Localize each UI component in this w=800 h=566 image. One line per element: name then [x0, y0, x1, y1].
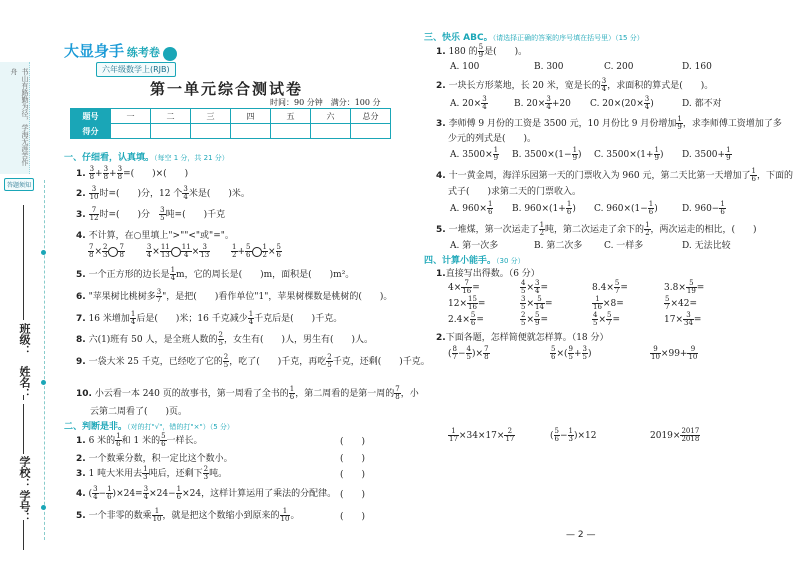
score-cell[interactable] — [191, 124, 231, 139]
judge-2 — [76, 451, 233, 464]
grade-badge: 六年级数学上(RJB) — [96, 62, 176, 77]
class-label: 班级： — [18, 323, 31, 356]
question-text: 一袋大米 25 千克，已经吃了它的 — [88, 357, 223, 367]
question-text: 时=( )分 — [99, 210, 151, 220]
section-3-note: （请选择正确的答案的序号填在括号里）（15 分） — [492, 34, 644, 42]
question-number: 2. — [76, 189, 86, 199]
choice-2: 2. 一块长方形菜地，长 20 米，宽是长的 $\frac{3}{4}$ ，求面积的算式是( )。 — [436, 77, 714, 93]
question-number: 1. — [436, 47, 446, 57]
question-text: ，就是把这个数缩小到原来的 — [162, 511, 280, 521]
calc-item: $\frac{2}{5}$ × $\frac{5}{9}$ = — [521, 311, 549, 327]
question-text: ×24− — [149, 489, 176, 499]
calc-item: $\frac{5}{7}$ ×42= — [665, 295, 698, 311]
question-text: 千克，还剩( )千克。 — [332, 357, 430, 367]
question-text: 式子( )求第二天的门票收入。 — [448, 187, 582, 197]
score-cell[interactable] — [151, 124, 191, 139]
score-header-cell: 五 — [271, 109, 311, 124]
question-4-items: $\frac{7}{8}$ × $\frac{2}{3}$ $\frac{7}{8}$ $\frac{3}{4}$ × $\frac{11}{13}$ $\frac{11}{4}$ × $\frac{3}{13}$ $\frac{1}{2}$ + $\frac{5}{6}$ $\frac{1}{2}$ × $\frac{5}{6}$ — [89, 243, 281, 259]
question-6: 6. "苹果树比桃树多 $\frac{3}{7}$ "，是把( )看作单位"1"，苹果树棵数是桃树的( )。 — [76, 288, 393, 304]
question-number: 5. — [76, 511, 86, 521]
question-text: "，是把( )看作单位"1"，苹果树棵数是桃树的( )。 — [162, 292, 393, 302]
option[interactable]: C. 3500×(1+ $\frac{1}{9}$ ) — [594, 146, 664, 162]
logo-tag: 练考卷 — [126, 46, 160, 59]
question-text: "苹果树比桃树多 — [88, 292, 156, 302]
option-text: B. 20× — [514, 99, 546, 109]
question-number: 5. — [76, 270, 86, 280]
section-4-heading: 四、计算小能手。 — [424, 256, 497, 266]
option[interactable]: A. 960× $\frac{1}{6}$ — [450, 200, 493, 216]
question-text: 后是( )米；16 千克减少 — [136, 314, 248, 324]
option-text: C. 20×(20× — [590, 99, 644, 109]
option[interactable]: C. 960×(1− $\frac{1}{6}$ ) — [594, 200, 658, 216]
question-text: =( )×( ) — [123, 169, 189, 179]
question-text: ，下面的 — [756, 171, 793, 181]
section-1-title — [64, 150, 229, 163]
judge-answer[interactable]: ( ) — [340, 490, 366, 500]
question-number: 4. — [436, 171, 446, 181]
question-10: 10. 小云看一本 240 页的故事书，第一周看了全书的 $\frac{1}{6}$ ，第二周看的是第一周的 $\frac{7}{8}$ ，小 — [76, 385, 419, 401]
option-text: A. 3500× — [450, 150, 493, 160]
sidebar-stripe — [0, 62, 30, 174]
section-1-note: （每空 1 分，共 21 分） — [154, 154, 229, 162]
question-text: m，它的周长是( )m，面积是( )m²。 — [176, 270, 355, 280]
section-2-title — [64, 419, 234, 432]
section-1-heading: 一、仔细看，认真填。 — [64, 153, 155, 163]
question-number: 10. — [76, 389, 92, 399]
question-text: ，求李师傅工资增加了多 — [682, 119, 782, 129]
question-8: 8. 六(1)班有 50 人，是全班人数的 $\frac{2}{5}$ ，女生有( )人，男生有( )人。 — [76, 331, 374, 347]
question-3: 3. $\frac{7}{12}$ 时=( )分 $\frac{3}{5}$ 吨=( )千克 — [76, 206, 226, 222]
question-5: 5. 一个正方形的边长是 $\frac{1}{4}$ m，它的周长是( )m，面积是( )m²。 — [76, 266, 355, 282]
question-text: 一个数乘分数，积一定比这个数小。 — [88, 454, 233, 464]
question-text: 下面各题，怎样简便就怎样算。（18 分） — [445, 333, 609, 343]
question-number: 2. — [76, 454, 86, 464]
question-text: 一个正方形的边长是 — [88, 270, 170, 280]
question-text: ，女生有( )人，男生有( )人。 — [223, 335, 374, 345]
number-label: 学号： — [18, 490, 31, 523]
compare-circle[interactable] — [108, 247, 118, 257]
question-number: 9. — [76, 357, 86, 367]
question-text: 一个非零的数乘 — [88, 511, 152, 521]
option-text: A. 960× — [450, 204, 487, 214]
question-text: 直接写出得数。（6 分） — [445, 269, 540, 279]
option[interactable]: B. 第二次多 — [534, 241, 583, 251]
judge-answer[interactable]: ( ) — [340, 454, 366, 464]
calc-1-heading — [436, 266, 540, 279]
question-text: 六(1)班有 50 人，是全班人数的 — [88, 335, 218, 345]
score-header-cell: 四 — [231, 109, 271, 124]
option[interactable]: A. 20× $\frac{3}{4}$ — [450, 95, 487, 111]
question-text: ，吃了( )千克，再吃 — [229, 357, 327, 367]
question-text: 吨=( )千克 — [165, 210, 226, 220]
question-text: ，第二周看的是第一周的 — [295, 389, 395, 399]
binding-hole — [41, 505, 46, 510]
question-number: 1. — [436, 269, 446, 279]
option[interactable]: D. 160 — [682, 62, 712, 72]
number-field[interactable] — [23, 520, 24, 550]
compare-circle[interactable] — [171, 247, 181, 257]
section-2-heading: 二、判断是非。 — [64, 422, 128, 432]
page-number: — 2 — — [566, 530, 596, 540]
class-field[interactable] — [23, 205, 24, 320]
score-row-label: 得分 — [71, 124, 111, 139]
mascot-icon — [163, 47, 177, 61]
question-text: ×24，这样计算运用了乘法的分配律。 — [182, 489, 337, 499]
calc-item: 2.4× $\frac{5}{6}$ = — [448, 311, 484, 327]
score-cell[interactable] — [231, 124, 271, 139]
exam-meta: 时间：90 分钟 满分：100 分 — [270, 98, 381, 107]
score-table — [70, 108, 391, 139]
calc-item: $\frac{5}{6}$ ×( $\frac{9}{5}$ + $\frac{3}{5}$ ) — [551, 345, 592, 361]
calc-item: 17× $\frac{3}{34}$ = — [664, 311, 702, 327]
option-text: D. 3500+ — [682, 150, 726, 160]
option[interactable]: B. 960×(1+ $\frac{1}{6}$ ) — [512, 200, 576, 216]
option[interactable]: D. 都不对 — [682, 99, 722, 109]
calc-item: 8.4× $\frac{5}{7}$ = — [592, 279, 628, 295]
calc-item: $\frac{1}{16}$ ×8= — [593, 295, 624, 311]
score-value-row — [71, 124, 391, 139]
question-text: ，小 — [400, 389, 419, 399]
calc-item: 3.8× $\frac{5}{19}$ = — [664, 279, 705, 295]
question-text: 十一黄金周，海洋乐园第一天的门票收入为 960 元，第二天比第一天增加了 — [448, 171, 751, 181]
question-text: 一块长方形菜地，长 20 米，宽是长的 — [448, 81, 601, 91]
calc-item: $\frac{4}{5}$ × $\frac{3}{4}$ = — [521, 279, 549, 295]
question-text: 小云看一本 240 页的故事书，第一周看了全书的 — [94, 389, 289, 399]
logo-text: 大显身手 — [64, 42, 125, 60]
score-header-cell: 六 — [311, 109, 351, 124]
binding-sidebar — [0, 0, 58, 566]
calc-item: $\frac{9}{10}$ ×99+ $\frac{9}{10}$ — [651, 345, 698, 361]
question-10-cont: 云第二周看了( )页。 — [90, 407, 188, 417]
question-text: ×24= — [116, 489, 143, 499]
calc-item: 4× $\frac{7}{16}$ = — [448, 279, 480, 295]
option-text: B. 960×(1+ — [512, 204, 566, 214]
question-9: 9. 一袋大米 25 千克，已经吃了它的 $\frac{2}{5}$ ，吃了( )千克，再吃 $\frac{2}{5}$ 千克，还剩( )千克。 — [76, 353, 430, 369]
score-cell[interactable] — [351, 124, 391, 139]
score-header-cell: 一 — [111, 109, 151, 124]
question-text: 1 吨大米用去 — [88, 469, 143, 479]
question-text: 千克后是( )千克。 — [254, 314, 343, 324]
score-cell[interactable] — [311, 124, 351, 139]
question-text: 吨。 — [209, 469, 228, 479]
option[interactable]: B. 3500×(1− $\frac{1}{9}$ ) — [512, 146, 582, 162]
name-field[interactable] — [23, 395, 24, 400]
question-text: 和 1 米的 — [121, 436, 161, 446]
cut-line — [44, 180, 45, 540]
question-number: 1. — [76, 436, 86, 446]
option[interactable]: A. 3500× $\frac{1}{9}$ — [450, 146, 499, 162]
option[interactable]: C. 20×(20× $\frac{3}{4}$ ) — [590, 95, 654, 111]
question-text: 一样长。 — [166, 436, 203, 446]
score-header-cell: 题号 — [71, 109, 111, 124]
compare-circle[interactable] — [252, 247, 262, 257]
school-field[interactable] — [23, 404, 24, 454]
question-number: 8. — [76, 335, 86, 345]
question-number: 6. — [76, 292, 86, 302]
stripe-badge: 答题须知 — [4, 178, 34, 191]
section-2-note: （对的打"√"，错的打"×"）（5 分） — [127, 423, 234, 431]
question-text: ，两次运走的相比，( ) — [650, 225, 757, 235]
judge-5: 5. 一个非零的数乘 $\frac{1}{10}$ ，就是把这个数缩小到原来的 $\frac{1}{10}$ 。 — [76, 507, 300, 523]
question-4 — [76, 228, 234, 241]
question-text: ，求面积的算式是( )。 — [607, 81, 714, 91]
score-cell[interactable] — [271, 124, 311, 139]
name-label: 姓名： — [18, 366, 31, 399]
stripe-text: 书山有路勤为径，学海无涯苦作舟 — [10, 68, 29, 166]
page-title: 第一单元综合测试卷 — [150, 80, 304, 98]
option[interactable]: A. 100 — [450, 62, 480, 72]
question-number: 4. — [76, 489, 86, 499]
question-text: 李师傅 9 月份的工资是 3500 元，10 月份比 9 月份增加 — [448, 119, 677, 129]
question-text: 16 米增加 — [88, 314, 130, 324]
calc-item: $\frac{4}{5}$ × $\frac{5}{7}$ = — [593, 311, 621, 327]
calc-item: $\frac{3}{5}$ × $\frac{5}{14}$ = — [521, 295, 553, 311]
question-text: 180 的 — [448, 47, 478, 57]
calc-2-heading — [436, 330, 609, 343]
calc-item: ( $\frac{8}{7}$ − $\frac{4}{5}$ )× $\frac{7}{8}$ — [448, 345, 489, 361]
judge-answer[interactable]: ( ) — [340, 437, 366, 447]
section-3-title — [424, 30, 644, 43]
calc-item: 12× $\frac{15}{16}$ = — [448, 295, 486, 311]
score-header-cell: 三 — [191, 109, 231, 124]
section-3-heading: 三、快乐 ABC。 — [424, 33, 493, 43]
question-text: 少元的列式是( )。 — [448, 134, 537, 144]
question-text: 一堆煤，第一次运走了 — [448, 225, 539, 235]
question-number: 3. — [76, 469, 86, 479]
option[interactable]: D. 3500+ $\frac{1}{9}$ — [682, 146, 731, 162]
question-text: 吨，第二次运走了余下的 — [545, 225, 645, 235]
question-text: 时=( )分，12 个 — [99, 189, 183, 199]
question-text: 。 — [290, 511, 300, 521]
calc-item: $\frac{1}{17}$ ×34×17× $\frac{2}{17}$ — [449, 427, 515, 443]
judge-3: 3. 1 吨大米用去 $\frac{1}{3}$ 吨后，还剩下 $\frac{2}{3}$ 吨。 — [76, 465, 228, 481]
school-label: 学校： — [18, 456, 31, 489]
binding-hole — [41, 380, 46, 385]
option[interactable]: A. 第一次多 — [450, 241, 499, 251]
choice-3: 3. 李师傅 9 月份的工资是 3500 元，10 月份比 9 月份增加 $\frac{1}{9}$ ，求李师傅工资增加了多 — [436, 115, 782, 131]
score-cell[interactable] — [111, 124, 151, 139]
question-7: 7. 16 米增加 $\frac{1}{4}$ 后是( )米；16 千克减少 $\frac{1}{4}$ 千克后是( )千克。 — [76, 310, 343, 326]
option[interactable]: D. 960− $\frac{1}{6}$ — [682, 200, 725, 216]
calc-item: 2019× $\frac{2017}{2018}$ — [650, 427, 700, 443]
option[interactable]: B. 300 — [534, 62, 564, 72]
option-text: C. 960×(1− — [594, 204, 648, 214]
option-text: C. 3500×(1+ — [594, 150, 654, 160]
calc-item: ( $\frac{5}{6}$ − $\frac{1}{3}$ )×12 — [550, 427, 597, 443]
option[interactable]: D. 无法比较 — [682, 241, 731, 251]
judge-1: 1. 6 米的 $\frac{1}{6}$ 和 1 米的 $\frac{5}{6}$ 一样长。 — [76, 432, 203, 448]
question-text: 6 米的 — [88, 436, 116, 446]
question-number: 3. — [76, 210, 86, 220]
question-number: 2. — [436, 81, 446, 91]
judge-4: 4. ( $\frac{3}{4}$ − $\frac{1}{6}$ )×24= $\frac{3}{4}$ ×24− $\frac{1}{6}$ ×24，这样计算运用了乘法的分配律。 — [76, 485, 337, 501]
question-2: 2. $\frac{3}{10}$ 时=( )分，12 个 $\frac{3}{4}$ 米是( )米。 — [76, 185, 250, 201]
question-number: 5. — [436, 225, 446, 235]
judge-answer[interactable]: ( ) — [340, 470, 366, 480]
question-1: 1. $\frac{3}{8}$ + $\frac{3}{8}$ + $\frac{3}{8}$ =( )×( ) — [76, 165, 189, 181]
question-text: 是( )。 — [484, 47, 528, 57]
option-text: A. 20× — [450, 99, 482, 109]
option[interactable]: B. 20× $\frac{3}{4}$ +20 — [514, 95, 571, 111]
section-4-title — [424, 253, 525, 266]
question-text: 不计算，在○里填上">""<"或"="。 — [88, 231, 234, 241]
question-number: 4. — [76, 231, 86, 241]
brand-logo — [64, 40, 177, 61]
choice-1: 1. 180 的 $\frac{5}{9}$ 是( )。 — [436, 43, 528, 59]
choice-5: 5. 一堆煤，第一次运走了 $\frac{1}{2}$ 吨，第二次运走了余下的 $\frac{1}{2}$ ，两次运走的相比，( ) — [436, 221, 757, 237]
question-text: 吨后，还剩下 — [148, 469, 203, 479]
score-header-cell: 二 — [151, 109, 191, 124]
option-text: B. 3500×(1− — [512, 150, 572, 160]
option[interactable]: C. 一样多 — [604, 241, 644, 251]
section-4-note: （30 分） — [496, 257, 525, 265]
option[interactable]: C. 200 — [604, 62, 634, 72]
score-header-row — [71, 109, 391, 124]
question-number: 3. — [436, 119, 446, 129]
question-number: 1. — [76, 169, 86, 179]
question-text: 米是( )米。 — [188, 189, 250, 199]
binding-hole — [41, 250, 46, 255]
judge-answer[interactable]: ( ) — [340, 512, 366, 522]
choice-4: 4. 十一黄金周，海洋乐园第一天的门票收入为 960 元，第二天比第一天增加了 $\frac{1}{6}$ ，下面的 — [436, 167, 793, 183]
score-header-cell: 总分 — [351, 109, 391, 124]
question-number: 7. — [76, 314, 86, 324]
question-number: 2. — [436, 333, 446, 343]
option-text: D. 960− — [682, 204, 720, 214]
